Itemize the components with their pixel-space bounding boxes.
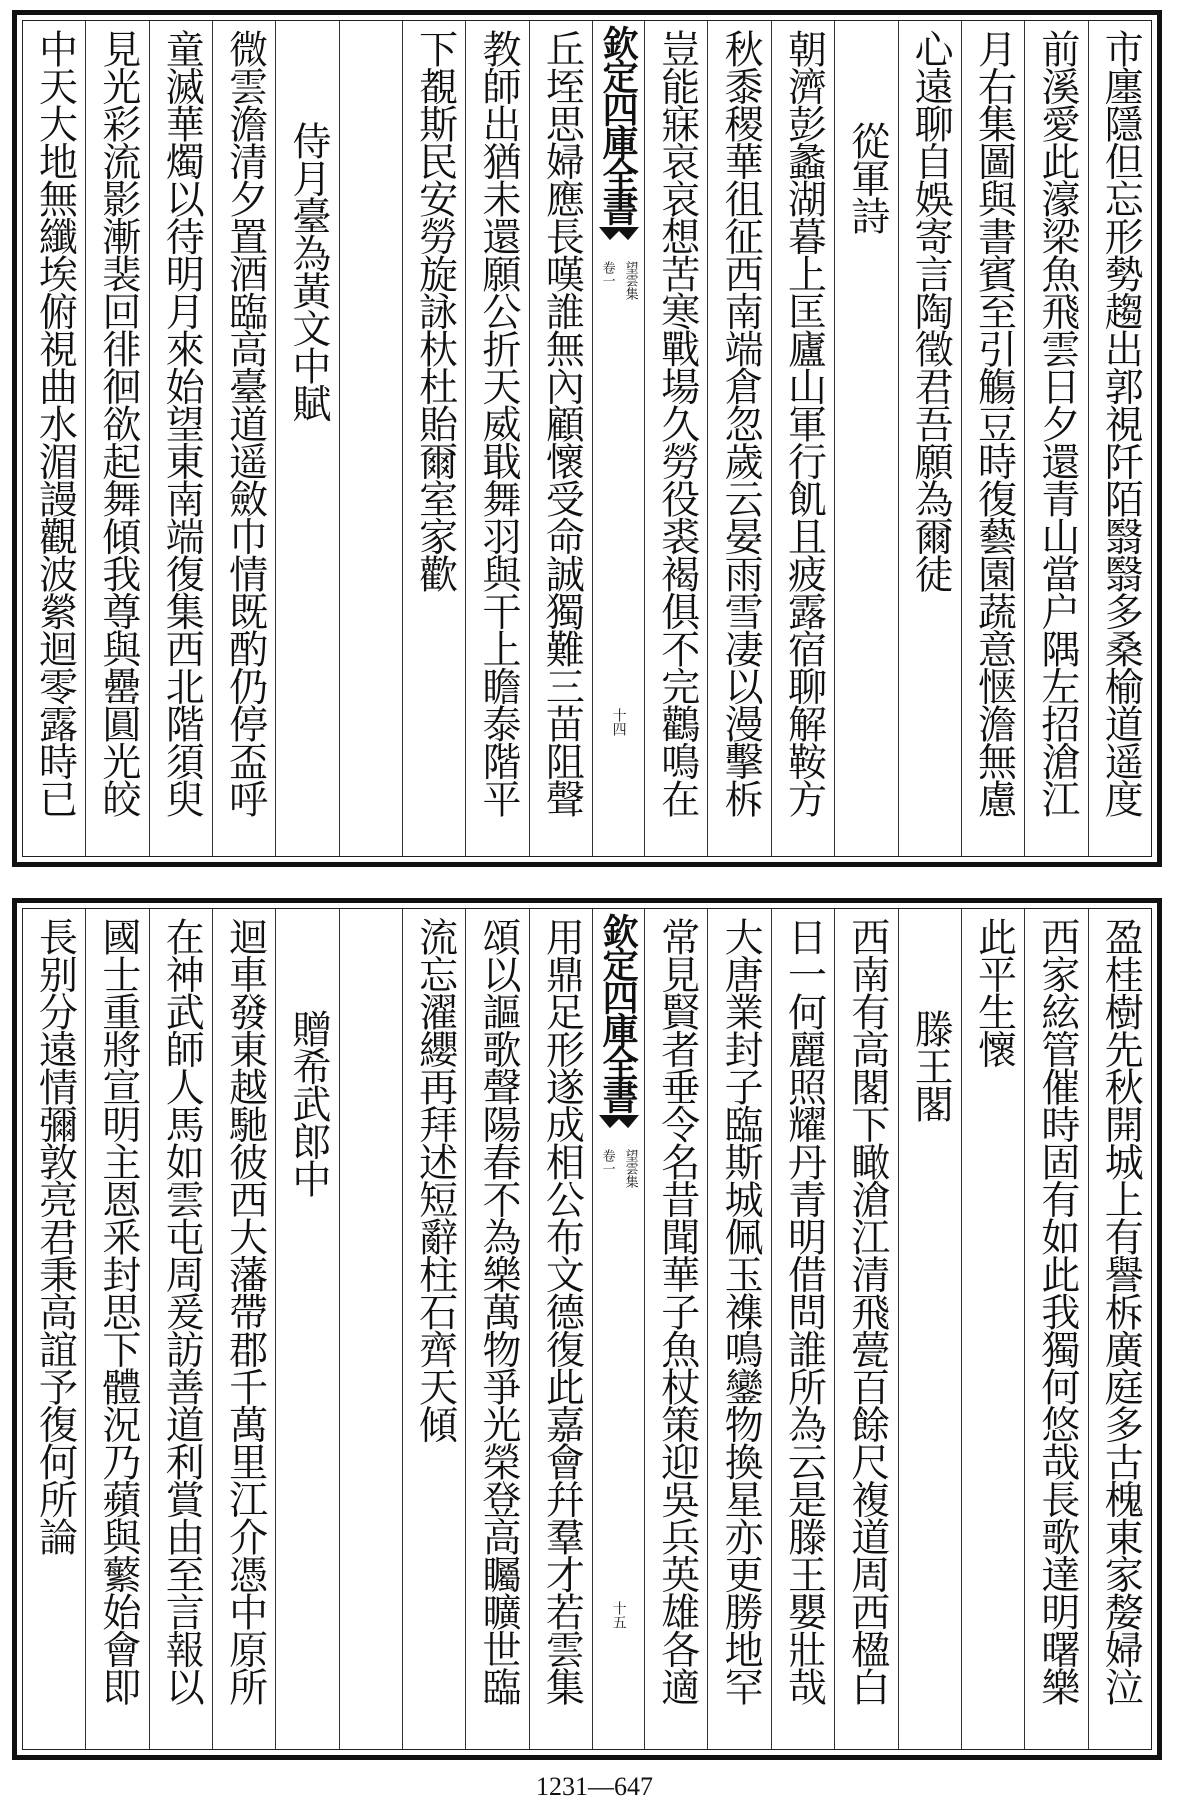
top-book-page bbox=[12, 10, 1162, 867]
blank-column bbox=[339, 909, 402, 1749]
text-column: 頌以謳歌聲陽春不為樂萬物爭光榮登高矚曠世臨 bbox=[465, 909, 528, 1749]
text-column: 迴車發東越馳彼西大藩帶郡千萬里江介憑中原所 bbox=[212, 909, 275, 1749]
page-number: 十四 bbox=[610, 708, 627, 736]
text-column: 見光彩流影漸裴回徘徊欲起舞傾我尊與罍圓光皎 bbox=[85, 21, 148, 856]
text-column: 前溪愛此濠梁魚飛雲日夕還青山當户隅左招滄江 bbox=[1024, 21, 1087, 856]
text-column: 月右集圖與書賓至引觴豆時復藝園蔬意惬澹無慮 bbox=[961, 21, 1024, 856]
center-meta bbox=[598, 261, 640, 300]
book-name: 望雲集 bbox=[622, 1149, 638, 1188]
poem-title-column: 從軍詩 bbox=[834, 21, 897, 856]
text-column: 下覩斯民安勞旋詠杕杜貽爾室家歡 bbox=[402, 21, 465, 856]
text-column: 中天大地無纖埃俯視曲水湄謾觀波縈迴零露時已 bbox=[32, 29, 78, 817]
text-column: 教師出猶未還願公折天威戢舞羽與干上瞻泰階平 bbox=[465, 21, 528, 856]
center-book-title: 欽定四庫全書 bbox=[597, 913, 640, 1111]
text-column: 在神武師人馬如雲屯周爰訪善道利賞由至言報以 bbox=[149, 909, 212, 1749]
text-column: 心遠聊自娛寄言陶徵君吾願為爾徒 bbox=[898, 21, 961, 856]
top-text-columns bbox=[23, 21, 1151, 856]
text-column: 秋黍稷華徂征西南端倉忽歲云晏雨雪凄以漫擊柝 bbox=[707, 21, 770, 856]
text-column: 日一何麗照耀丹青明借問誰所為云是滕王嬰壯哉 bbox=[771, 909, 834, 1749]
text-column: 盈桂樹先秋開城上有譽柝廣庭多古槐東家嫠婦泣 bbox=[1088, 909, 1151, 1749]
text-column: 豈能寐哀哀想苦寒戰場久勞役裘褐俱不完鸛鳴在 bbox=[644, 21, 707, 856]
text-column: 丘垤思婦應長嘆誰無內顧懷受命誠獨難三苗阻聲 bbox=[529, 21, 592, 856]
text-column: 西家絃管催時固有如此我獨何悠哉長歌達明曙樂 bbox=[1024, 909, 1087, 1749]
center-fold-column bbox=[592, 909, 644, 1749]
text-column: 微雲澹清夕置酒臨高臺道遥斂巾情既酌仍停盃呼 bbox=[212, 21, 275, 856]
center-book-title: 欽定四庫全書 bbox=[597, 25, 640, 223]
blank-column bbox=[339, 21, 402, 856]
center-meta bbox=[598, 1149, 640, 1188]
top-page-frame bbox=[22, 20, 1152, 857]
bottom-page-frame bbox=[22, 908, 1152, 1750]
text-column: 西南有高閣下瞰滄江清飛甍百餘尺複道周西楹白 bbox=[834, 909, 897, 1749]
poem-title-column: 滕王閣 bbox=[898, 909, 961, 1749]
book-name: 望雲集 bbox=[622, 261, 638, 300]
text-column: 市廛隱但忘形勢趨出郭視阡陌翳翳多桑榆道遥度 bbox=[1088, 21, 1151, 856]
text-column: 童滅華燭以待明月來始望東南端復集西北階須臾 bbox=[149, 21, 212, 856]
text-column: 長别分遠情彌敦亮君秉高誼予復何所論 bbox=[32, 917, 78, 1555]
poem-title-column: 贈希武郎中 bbox=[275, 909, 338, 1749]
text-column: 常見賢者垂令名昔聞華子魚杖策迎吳兵英雄各適 bbox=[644, 909, 707, 1749]
bottom-book-page bbox=[12, 898, 1162, 1760]
bottom-text-columns bbox=[23, 909, 1151, 1749]
center-fold-column bbox=[592, 21, 644, 856]
page-number: 十五 bbox=[610, 1601, 627, 1629]
volume-label: 卷一 bbox=[599, 1149, 615, 1175]
text-column: 國士重將宣明主恩釆封思下體況乃蘋與蘩始會即 bbox=[85, 909, 148, 1749]
text-column: 用鼎足形遂成相公布文德復此嘉會幷羣才若雲集 bbox=[529, 909, 592, 1749]
text-column: 此平生懷 bbox=[961, 909, 1024, 1749]
poem-title-column: 侍月臺為黃文中賦 bbox=[275, 21, 338, 856]
text-column: 流忘濯纓再拜述短辭柱石齊天傾 bbox=[402, 909, 465, 1749]
text-column: 大唐業封子臨斯城佩玉襍鳴鑾物換星亦更勝地罕 bbox=[707, 909, 770, 1749]
text-column: 朝濟彭蠡湖暮上匡廬山軍行飢且疲露宿聊解鞍方 bbox=[771, 21, 834, 856]
catalog-page-reference: 1231—647 bbox=[536, 1772, 653, 1801]
volume-label: 卷一 bbox=[599, 261, 615, 287]
